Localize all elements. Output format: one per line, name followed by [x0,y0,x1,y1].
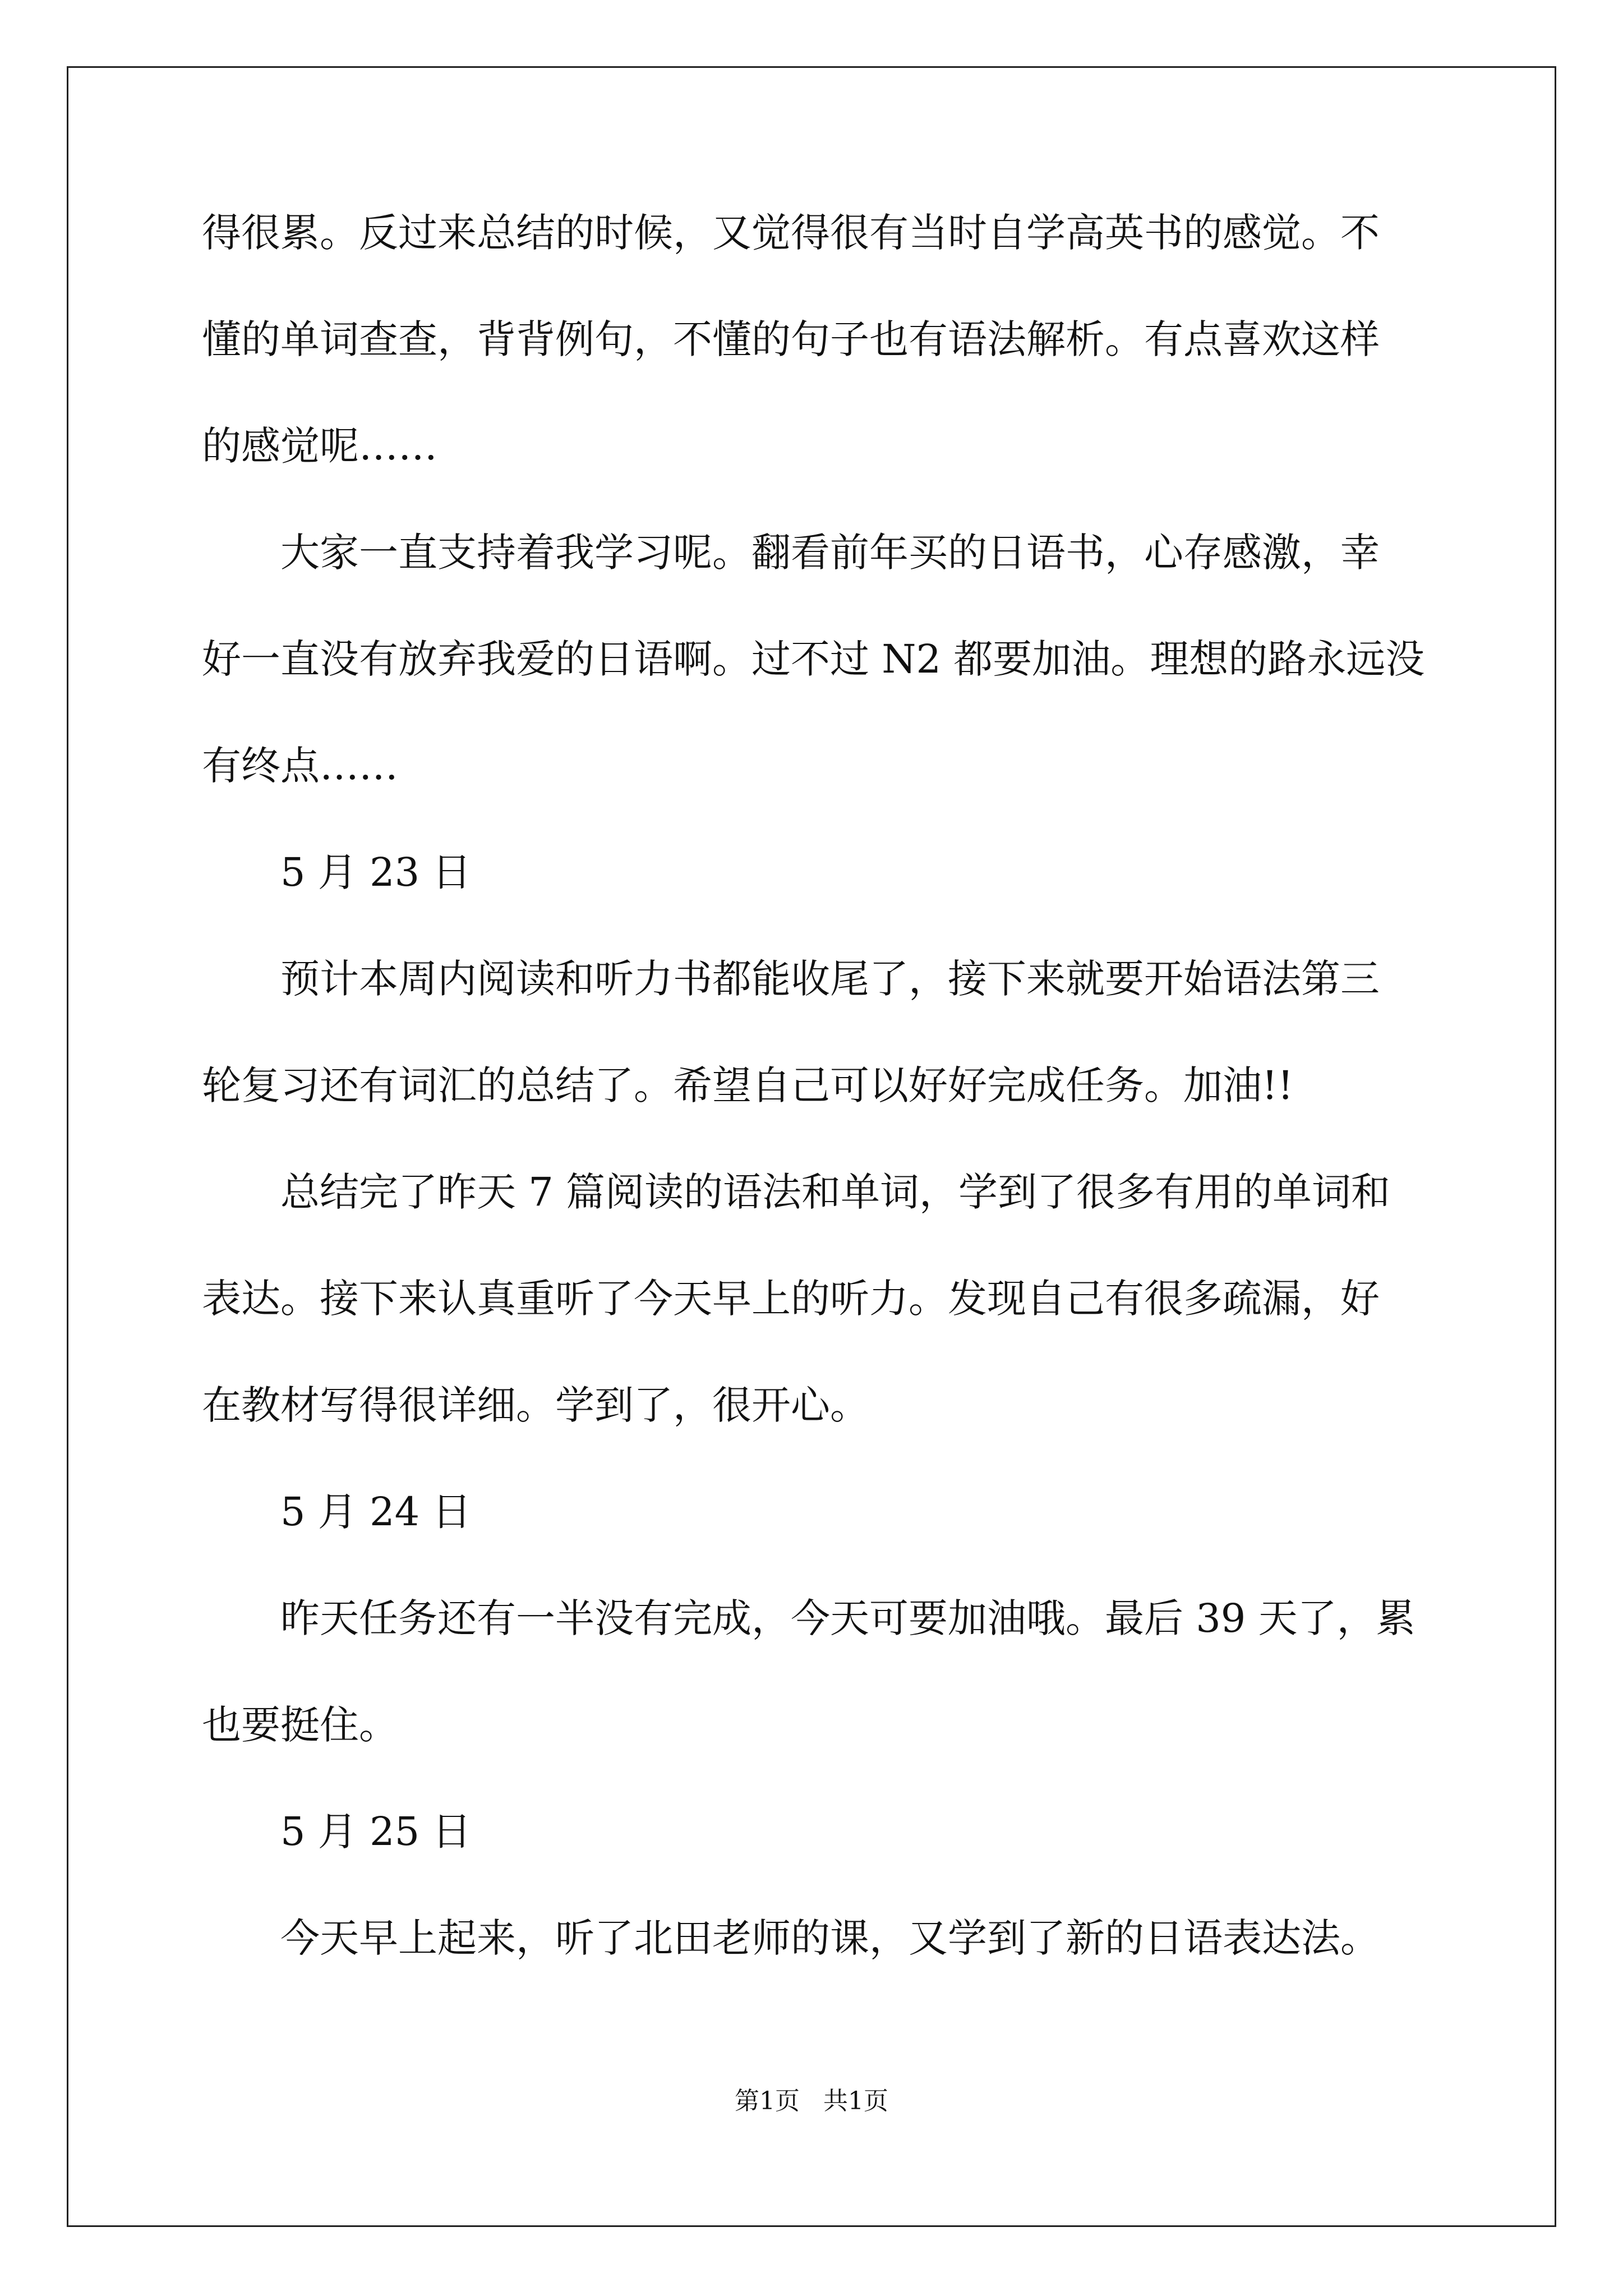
text-line: 有终点…… [202,743,398,789]
text-line: 懂的单词查查，背背例句，不懂的句子也有语法解析。有点喜欢这样 [202,316,1380,362]
text-line: 大家一直支持着我学习呢。翻看前年买的日语书，心存感激，幸 [280,530,1380,576]
date-heading: 5 月 23 日 [280,849,472,895]
page-border [67,66,1556,2227]
text-line: 总结完了昨天 7 篇阅读的语法和单词，学到了很多有用的单词和 [280,1169,1391,1215]
text-line: 的感觉呢…… [202,423,437,469]
date-heading: 5 月 24 日 [280,1489,472,1535]
page-footer: 第1页 共1页 [735,2087,888,2115]
text-line: 昨天任务还有一半没有完成，今天可要加油哦。最后 39 天了，累 [280,1595,1415,1641]
text-line: 好一直没有放弃我爱的日语啊。过不过 N2 都要加油。理想的路永远没 [202,636,1425,682]
date-heading: 5 月 25 日 [280,1809,472,1855]
text-line: 今天早上起来，听了北田老师的课，又学到了新的日语表达法。 [280,1915,1380,1961]
text-line: 轮复习还有词汇的总结了。希望自己可以好好完成任务。加油!! [202,1062,1294,1108]
text-line: 表达。接下来认真重听了今天早上的听力。发现自己有很多疏漏，好 [202,1276,1380,1322]
text-line: 预计本周内阅读和听力书都能收尾了，接下来就要开始语法第三 [280,956,1380,1002]
text-line: 得很累。反过来总结的时候，又觉得很有当时自学高英书的感觉。不 [202,210,1380,256]
text-line: 也要挺住。 [202,1702,398,1748]
text-line: 在教材写得很详细。学到了，很开心。 [202,1382,869,1428]
